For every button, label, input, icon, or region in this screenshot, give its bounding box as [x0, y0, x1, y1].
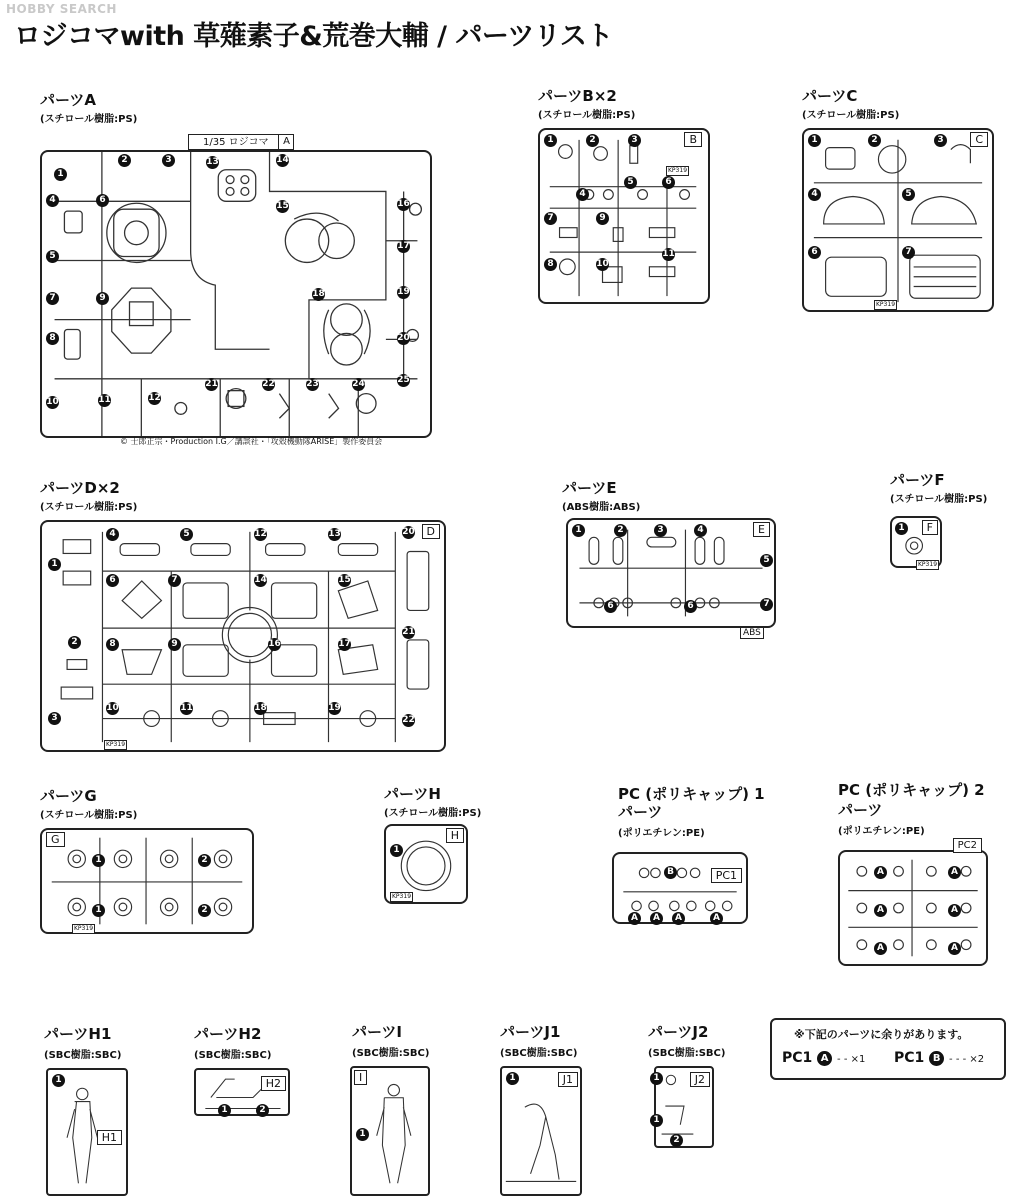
spare-item-1-badge: A — [817, 1051, 832, 1066]
page-title: ロジコマwith 草薙素子&荒巻大輔 / パーツリスト — [14, 21, 613, 52]
part-d-1: 1 — [48, 558, 61, 571]
parts-b-material: (スチロール樹脂:PS) — [538, 110, 636, 121]
parts-d-name: パーツD×2 — [40, 479, 120, 497]
part-pc2-a1: A — [874, 866, 887, 879]
sprue-h-letter: H — [446, 828, 464, 843]
sprue-c-drawing — [804, 130, 992, 310]
part-e-2: 2 — [614, 524, 627, 537]
parts-pc2-name2: パーツ — [838, 801, 883, 819]
part-d-5: 5 — [180, 528, 193, 541]
part-b-2: 2 — [586, 134, 599, 147]
part-h2-2: 2 — [256, 1104, 269, 1117]
part-pc2-a2: A — [948, 866, 961, 879]
parts-c-name: パーツC — [802, 87, 858, 105]
part-j2-2: 2 — [670, 1134, 683, 1147]
part-a-4: 4 — [46, 194, 59, 207]
spare-item-1-qty: - - ×1 — [837, 1054, 866, 1065]
part-pc2-a6: A — [948, 942, 961, 955]
parts-i-name: パーツI — [352, 1023, 402, 1041]
sprue-g-drawing — [42, 830, 252, 932]
part-e-4: 4 — [694, 524, 707, 537]
parts-pc2-material: (ポリエチレン:PE) — [838, 826, 925, 837]
part-h1-1: 1 — [52, 1074, 65, 1087]
part-b-6: 6 — [662, 176, 675, 189]
parts-e-name: パーツE — [562, 479, 617, 497]
part-d-18: 18 — [254, 703, 267, 713]
sprue-g — [40, 828, 254, 934]
part-b-10: 10 — [596, 259, 609, 269]
parts-j1-material: (SBC樹脂:SBC) — [500, 1048, 578, 1059]
sprue-h — [384, 824, 468, 904]
parts-h2-name: パーツH2 — [194, 1025, 262, 1043]
part-c-4: 4 — [808, 188, 821, 201]
sprue-pc2-drawing — [840, 852, 986, 964]
part-a-3: 3 — [162, 154, 175, 167]
part-g-1b: 1 — [92, 904, 105, 917]
sprue-h1-letter: H1 — [97, 1130, 122, 1145]
spare-parts-note — [770, 1018, 1006, 1080]
part-d-7: 7 — [168, 574, 181, 587]
part-a-18: 18 — [312, 289, 325, 299]
parts-pc1-name2: パーツ — [618, 803, 663, 821]
part-pc1-a3: A — [672, 912, 685, 925]
part-b-7: 7 — [544, 212, 557, 225]
part-a-25: 25 — [397, 375, 410, 385]
part-d-17: 17 — [338, 639, 351, 649]
sprue-pc2-letter: PC2 — [953, 838, 982, 853]
part-a-10: 10 — [46, 397, 59, 407]
part-b-3: 3 — [628, 134, 641, 147]
parts-h-material: (スチロール樹脂:PS) — [384, 808, 482, 819]
sprue-i-letter: I — [354, 1070, 367, 1085]
sprue-e-drawing — [568, 520, 774, 626]
sprue-d — [40, 520, 446, 752]
part-e-3: 3 — [654, 524, 667, 537]
part-d-11: 11 — [180, 703, 193, 713]
sprue-b-letter: B — [684, 132, 702, 147]
abs-tag: ABS — [740, 627, 764, 639]
part-g-1a: 1 — [92, 854, 105, 867]
sprue-e — [566, 518, 776, 628]
sprue-f — [890, 516, 942, 568]
sprue-a-letter: A — [278, 134, 294, 150]
part-c-1: 1 — [808, 134, 821, 147]
part-a-9: 9 — [96, 292, 109, 305]
part-g-2a: 2 — [198, 854, 211, 867]
part-pc2-a5: A — [874, 942, 887, 955]
part-c-7: 7 — [902, 246, 915, 259]
sprue-h2 — [194, 1068, 290, 1116]
spare-item-2-badge: B — [929, 1051, 944, 1066]
kp-b: KP319 — [668, 167, 688, 174]
copyright: © 士郎正宗・Production I.G／講談社・「攻殻機動隊ARISE」製作委員会 — [120, 437, 383, 446]
part-c-6: 6 — [808, 246, 821, 259]
part-a-24: 24 — [352, 379, 365, 389]
sprue-c — [802, 128, 994, 312]
sprue-h2-letter: H2 — [261, 1076, 286, 1091]
part-a-23: 23 — [306, 379, 319, 389]
part-i-1: 1 — [356, 1128, 369, 1141]
sprue-pc1 — [612, 852, 748, 924]
part-e-6a: 6 — [604, 600, 617, 613]
part-h-1: 1 — [390, 844, 403, 857]
parts-f-material: (スチロール樹脂:PS) — [890, 494, 988, 505]
part-b-1: 1 — [544, 134, 557, 147]
part-a-17: 17 — [397, 241, 410, 251]
part-d-16: 16 — [268, 639, 281, 649]
kp-g: KP319 — [74, 925, 94, 932]
part-e-5: 5 — [760, 554, 773, 567]
spare-item-1 — [782, 1050, 865, 1066]
sprue-g-letter: G — [46, 832, 65, 847]
sprue-j2-letter: J2 — [690, 1072, 710, 1087]
kp-d: KP319 — [106, 741, 126, 748]
part-d-2: 2 — [68, 636, 81, 649]
part-a-12: 12 — [148, 393, 161, 403]
part-a-15: 15 — [276, 201, 289, 211]
parts-h1-name: パーツH1 — [44, 1025, 112, 1043]
parts-b-name: パーツB×2 — [538, 87, 617, 105]
part-e-1: 1 — [572, 524, 585, 537]
part-d-9: 9 — [168, 638, 181, 651]
part-pc1-a1: A — [628, 912, 641, 925]
part-d-19: 19 — [328, 703, 341, 713]
parts-h-name: パーツH — [384, 785, 441, 803]
part-a-11: 11 — [98, 395, 111, 405]
part-d-22: 22 — [402, 715, 415, 725]
part-h2-1: 1 — [218, 1104, 231, 1117]
parts-h2-material: (SBC樹脂:SBC) — [194, 1050, 272, 1061]
part-d-13: 13 — [328, 529, 341, 539]
sprue-d-drawing — [42, 522, 444, 750]
sprue-pc1-letter: PC1 — [711, 868, 742, 883]
parts-g-name: パーツG — [40, 787, 97, 805]
part-g-2b: 2 — [198, 904, 211, 917]
part-j2-1b: 1 — [650, 1114, 663, 1127]
part-a-13: 13 — [206, 157, 219, 167]
sprue-strip-text: 1/35 ロジコマ — [203, 137, 269, 148]
parts-a-material: (スチロール樹脂:PS) — [40, 114, 138, 125]
part-d-14: 14 — [254, 575, 267, 585]
part-a-22: 22 — [262, 379, 275, 389]
watermark: HOBBY SEARCH — [6, 2, 117, 16]
part-a-6: 6 — [96, 194, 109, 207]
part-a-19: 19 — [397, 287, 410, 297]
parts-j2-name: パーツJ2 — [648, 1023, 709, 1041]
kp-c: KP319 — [876, 301, 896, 308]
sprue-j2 — [654, 1066, 714, 1148]
part-a-16: 16 — [397, 199, 410, 209]
part-d-15: 15 — [338, 575, 351, 585]
parts-h1-material: (SBC樹脂:SBC) — [44, 1050, 122, 1061]
part-d-8: 8 — [106, 638, 119, 651]
part-a-7: 7 — [46, 292, 59, 305]
part-d-10: 10 — [106, 703, 119, 713]
part-a-14: 14 — [276, 155, 289, 165]
part-d-12: 12 — [254, 529, 267, 539]
kp-h: KP319 — [392, 893, 412, 900]
part-pc1-b: B — [664, 866, 677, 879]
parts-d-material: (スチロール樹脂:PS) — [40, 502, 138, 513]
part-b-9: 9 — [596, 212, 609, 225]
part-pc1-a4: A — [710, 912, 723, 925]
part-b-4: 4 — [576, 188, 589, 201]
spare-note-text: ※下記のパーツに余りがあります。 — [794, 1028, 969, 1041]
sprue-j1-letter: J1 — [558, 1072, 578, 1087]
spare-item-2-qty: - - - ×2 — [949, 1054, 985, 1065]
part-pc2-a3: A — [874, 904, 887, 917]
part-pc2-a4: A — [948, 904, 961, 917]
part-a-1: 1 — [54, 168, 67, 181]
parts-a-name: パーツA — [40, 91, 97, 109]
part-d-6: 6 — [106, 574, 119, 587]
kp-f: KP319 — [918, 561, 938, 568]
parts-e-material: (ABS樹脂:ABS) — [562, 502, 641, 513]
part-c-2: 2 — [868, 134, 881, 147]
part-b-8: 8 — [544, 258, 557, 271]
sprue-b-drawing — [540, 130, 708, 302]
sprue-j1 — [500, 1066, 582, 1196]
part-c-3: 3 — [934, 134, 947, 147]
part-b-5: 5 — [624, 176, 637, 189]
part-a-2: 2 — [118, 154, 131, 167]
sprue-pc2 — [838, 840, 988, 966]
parts-c-material: (スチロール樹脂:PS) — [802, 110, 900, 121]
sprue-b — [538, 128, 710, 304]
spare-item-1-label: PC1 — [782, 1050, 813, 1066]
part-j2-1a: 1 — [650, 1072, 663, 1085]
spare-item-2 — [894, 1050, 984, 1066]
parts-j2-material: (SBC樹脂:SBC) — [648, 1048, 726, 1059]
part-c-5: 5 — [902, 188, 915, 201]
part-a-8: 8 — [46, 332, 59, 345]
parts-g-material: (スチロール樹脂:PS) — [40, 810, 138, 821]
sprue-a — [40, 150, 432, 438]
part-e-7: 7 — [760, 598, 773, 611]
part-pc1-a2: A — [650, 912, 663, 925]
sprue-e-letter: E — [753, 522, 770, 537]
part-f-1: 1 — [895, 522, 908, 535]
parts-i-material: (SBC樹脂:SBC) — [352, 1048, 430, 1059]
part-d-4: 4 — [106, 528, 119, 541]
parts-pc1-material: (ポリエチレン:PE) — [618, 828, 705, 839]
sprue-c-letter: C — [970, 132, 988, 147]
part-d-20: 20 — [402, 527, 415, 537]
part-a-5: 5 — [46, 250, 59, 263]
part-d-3: 3 — [48, 712, 61, 725]
sprue-d-letter: D — [422, 524, 440, 539]
sprue-strip-label — [188, 134, 294, 150]
part-b-11: 11 — [662, 249, 675, 259]
sprue-h1 — [46, 1068, 128, 1196]
part-a-21: 21 — [205, 379, 218, 389]
part-e-6b: 6 — [684, 600, 697, 613]
part-d-21: 21 — [402, 627, 415, 637]
part-j1-1: 1 — [506, 1072, 519, 1085]
parts-pc2-name: PC (ポリキャップ) 2 — [838, 781, 985, 799]
parts-pc1-name: PC (ポリキャップ) 1 — [618, 785, 765, 803]
parts-f-name: パーツF — [890, 471, 945, 489]
spare-item-2-label: PC1 — [894, 1050, 925, 1066]
parts-j1-name: パーツJ1 — [500, 1023, 561, 1041]
part-a-20: 20 — [397, 333, 410, 343]
sprue-f-letter: F — [922, 520, 938, 535]
sprue-i — [350, 1066, 430, 1196]
